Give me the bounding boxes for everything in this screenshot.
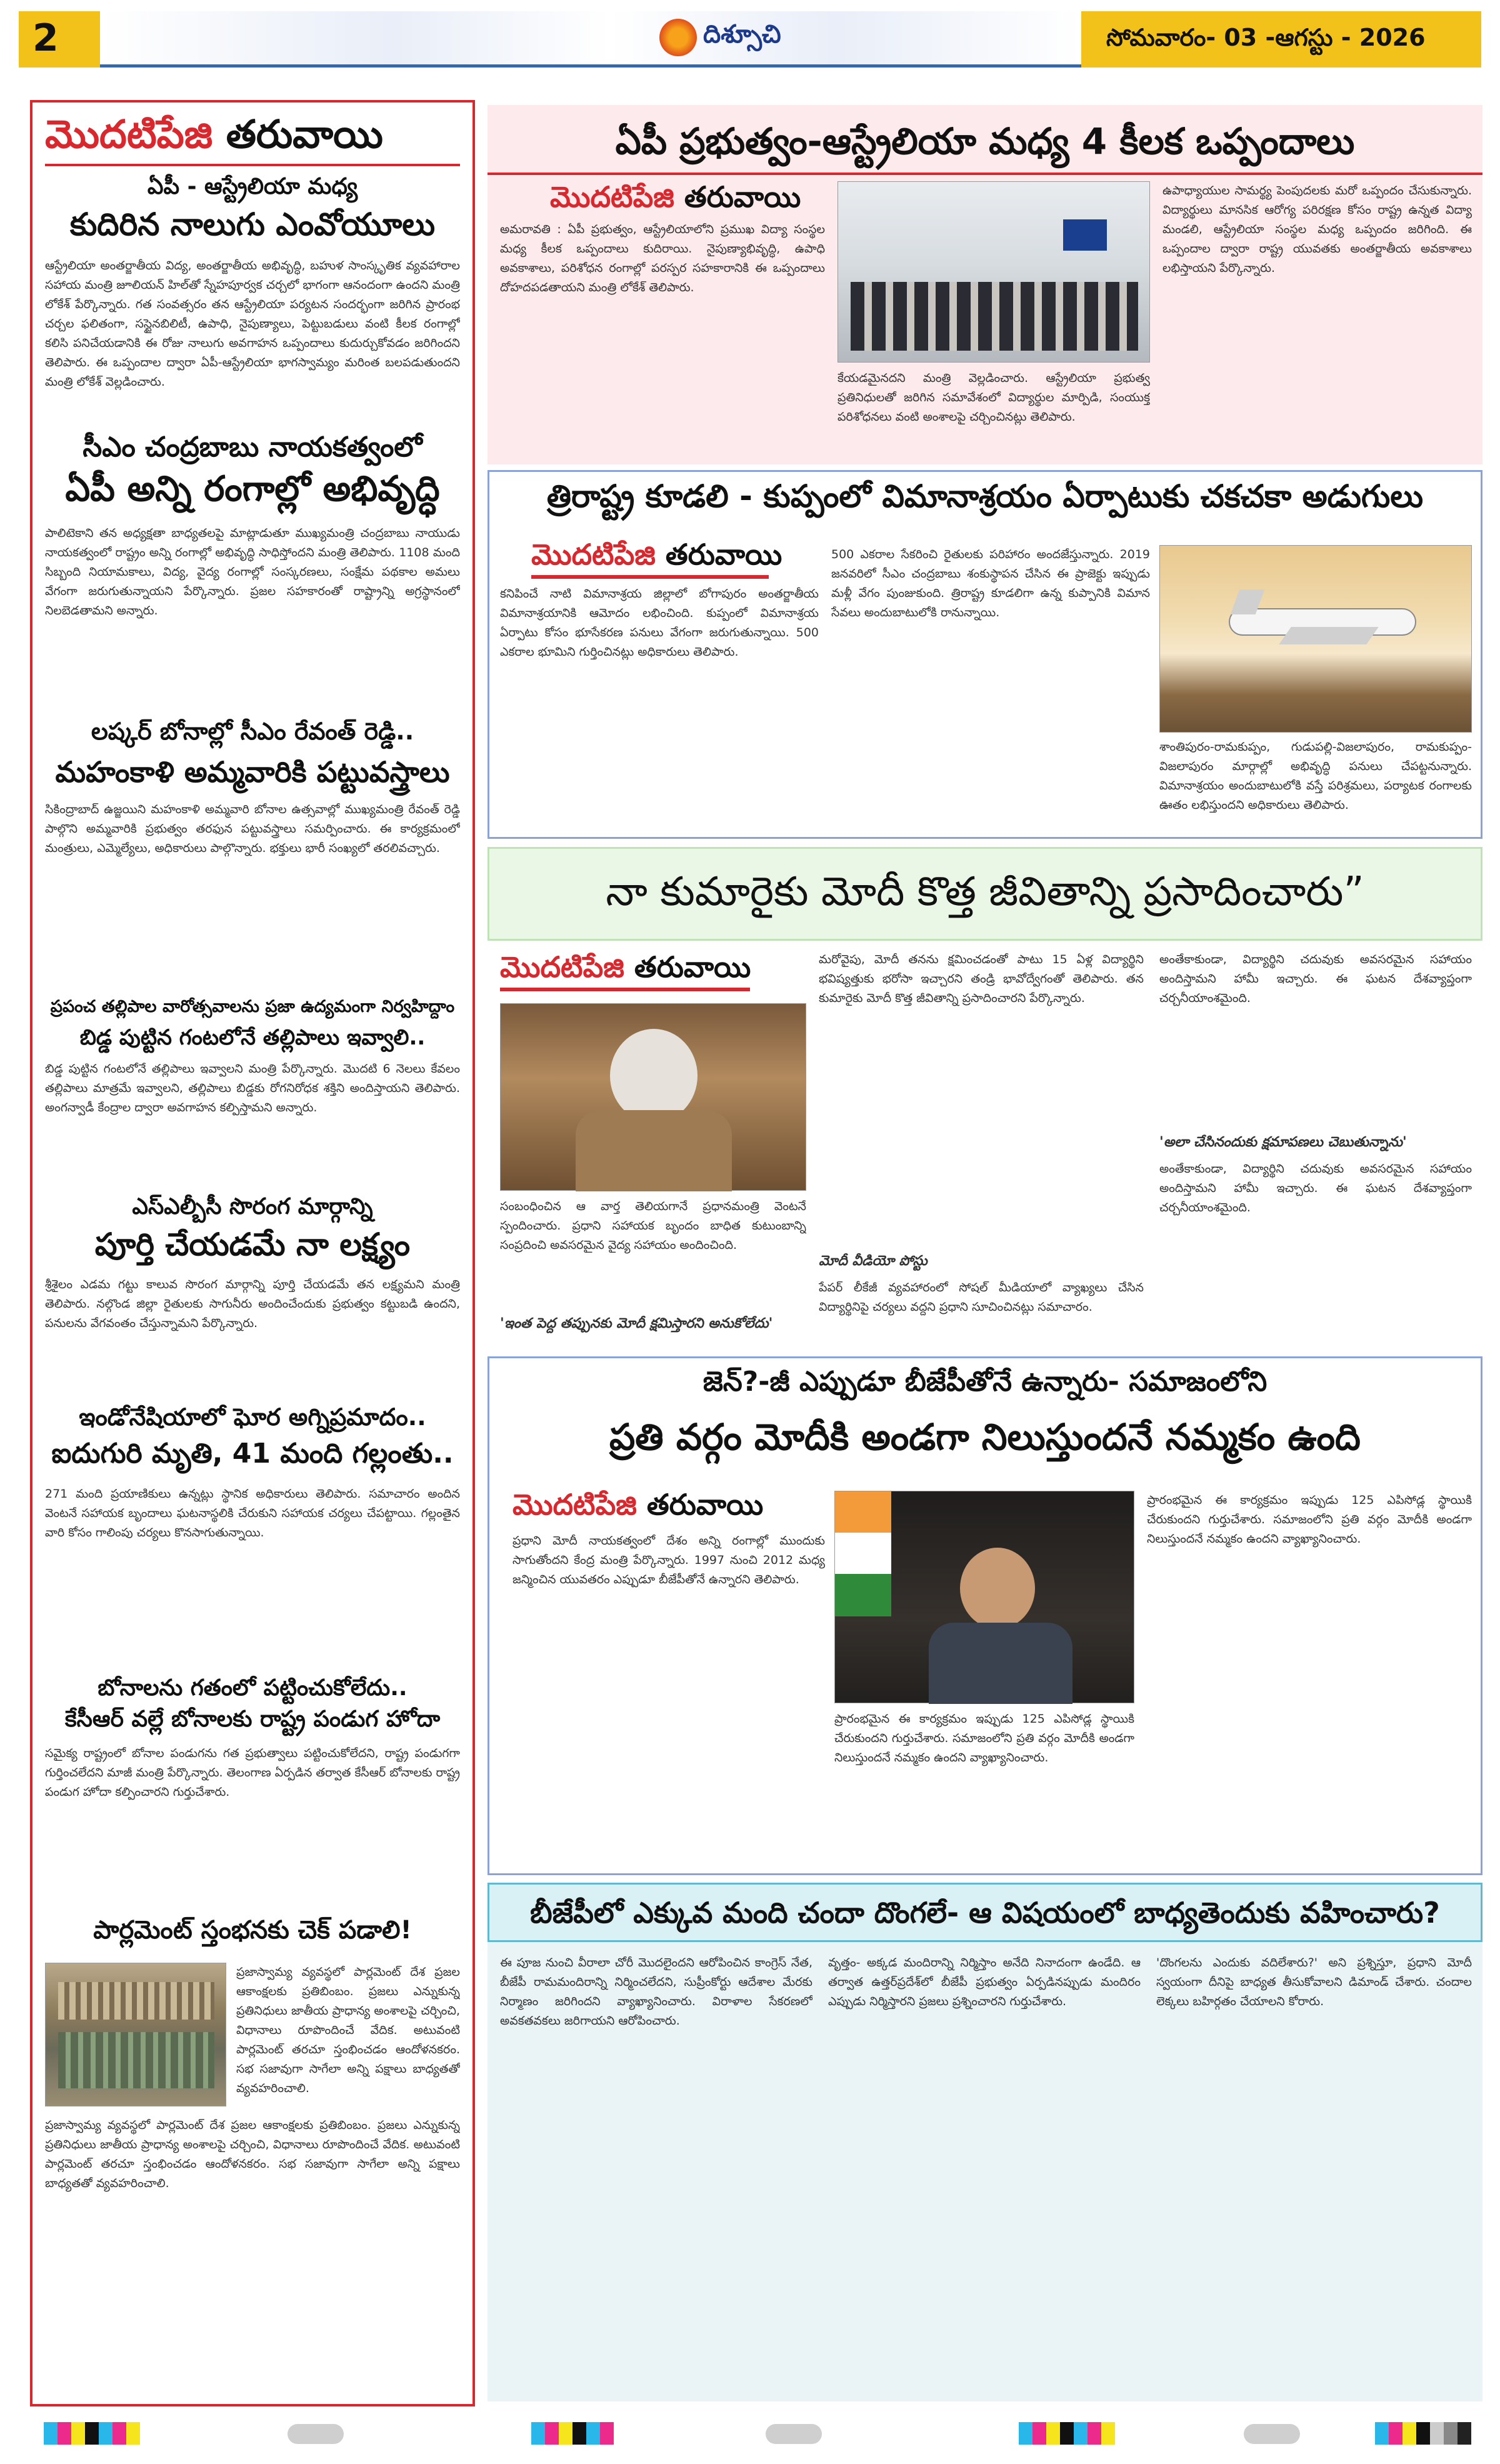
header-band — [100, 11, 1081, 68]
story-headline-banner: నా కుమారైకు మోదీ కొత్త జీవితాన్ని ప్రసాదించారు” — [488, 847, 1482, 941]
story-body: కనిపించే నాటి విమానాశ్రయ జిల్లాలో బోగాపురం అంతర్జాతీయ విమానాశ్రయానికి ఆమోదం లభించింది. కుప్పంలో విమానాశ్రయ ఏర్పాటు కోసం భూసేకరణ పనులు వేగంగా జరుగుతున్నాయి. 500 ఎకరాల భూమిని గుర్తించినట్లు అధికారులు తెలిపారు. — [500, 587, 819, 659]
tag-black: తరువాయి — [634, 950, 751, 984]
portrait-body — [929, 1623, 1072, 1704]
story-body: అమరావతి : ఏపీ ప్రభుత్వం, ఆస్ట్రేలియాలోని ప్రముఖ విద్యా సంస్థల మధ్య కీలక ఒప్పందాలు కుదిరాయి. నైపుణ్యాభివృద్ధి, ఉపాధి అవకాశాలు, పరిశోధన రంగాల్లో పరస్పర సహకారానికి ఈ ఒప్పందాలు దోహదపడతాయని మంత్రి లోకేశ్ తెలిపారు. — [500, 223, 825, 294]
airplane-wing — [1279, 627, 1379, 644]
divider — [488, 173, 1482, 175]
story-headline: త్రిరాష్ట్ర కూడలి - కుప్పంలో విమానాశ్రయం ఏర్పాటుకు చకచకా అడుగులు — [546, 478, 1424, 514]
masthead-logo[interactable] — [659, 16, 847, 60]
flag-icon — [1063, 219, 1107, 251]
story-kicker: లష్కర్ బోనాల్లో సీఎం రేవంత్ రెడ్డి.. — [91, 718, 414, 745]
story-body: అంతేకాకుండా, విద్యార్థిని చదువుకు అవసరమైన సహాయం అందిస్తామని హామీ ఇచ్చారు. ఈ ఘటన దేశవ్యాప్తంగా చర్చనీయాంశమైంది. — [1159, 953, 1472, 1005]
quote-line: 'అలా చేసినందుకు క్షమాపణలు చెబుతున్నాను' — [1159, 1134, 1407, 1150]
story-kicker: ఇండోనేషియాలో ఘోర అగ్నిప్రమాదం.. — [79, 1403, 426, 1431]
story-body: ప్రారంభమైన ఈ కార్యక్రమం ఇప్పుడు 125 ఎపిసోడ్ల స్థాయికి చేరుకుందని గుర్తుచేశారు. సమాజంలోని ప్రతి వర్గం మోదీకి అండగా నిలుస్తుందనే నమ్మకం ఉందని వ్యాఖ్యానించారు. — [1147, 1493, 1472, 1546]
parliament-benches — [58, 2032, 214, 2088]
story-headline: బిడ్డ పుట్టిన గంటలోనే తల్లిపాలు ఇవ్వాలి.. — [79, 1025, 426, 1050]
story-kicker: ఎస్ఎల్బీసీ సొరంగ మార్గాన్ని — [132, 1194, 373, 1219]
story-headline: బీజేపీలో ఎక్కువ మంది చందా దొంగలే- ఆ విషయంలో బాధ్యతెందుకు వహించారు? — [488, 1883, 1482, 1942]
continued-tag — [531, 538, 782, 579]
story-body: బిడ్డ పుట్టిన గంటలోనే తల్లిపాలు ఇవ్వాలని మంత్రి పేర్కొన్నారు. మొదటి 6 నెలలు కేవలం తల్లిపాలు మాత్రమే ఇవ్వాలని, తల్లిపాలు బిడ్డకు రోగనిరోధక శక్తిని అందిస్తాయని తెలిపారు. అంగన్వాడీ కేంద్రాల ద్వారా అవగాహన కల్పిస్తామని అన్నారు. — [45, 1062, 460, 1114]
story-body: 271 మంది ప్రయాణికులు ఉన్నట్లు స్థానిక అధికారులు తెలిపారు. సమాచారం అందిన వెంటనే సహాయక బృందాలు ఘటనాస్థలికి చేరుకుని సహాయక చర్యలు చేపట్టాయి. గల్లంతైన వారి కోసం గాలింపు చర్యలు కొనసాగుతున్నాయి. — [45, 1487, 460, 1540]
tag-red: మొదటిపేజి — [512, 1488, 637, 1521]
color-registration-bar — [1375, 2422, 1471, 2445]
story-body: 500 ఎకరాల సేకరించి రైతులకు పరిహారం అందజేస్తున్నారు. 2019 జనవరిలో సీఎం చంద్రబాబు శంకుస్థాపన చేసిన ఈ ప్రాజెక్టు ఇప్పుడు మళ్లీ వేగం పుంజుకుంది. త్రిరాష్ట్ర కూడలిగా ఉన్న కుప్పానికి విమాన సేవలు అందుబాటులోకి రానున్నాయి. — [831, 548, 1150, 619]
continued-tag — [550, 180, 801, 221]
story-body: పాలిటెకాని తన అధ్యక్షతా బాధ్యతలపై మాట్లాడుతూ ముఖ్యమంత్రి చంద్రబాబు నాయుడు నాయకత్వంలో రాష్ట్రం అన్ని రంగాల్లో అభివృద్ధి సాధిస్తోందని మంత్రి తెలిపారు. 1108 మంది సిబ్బంది నియామకాలు, విద్య, వైద్య రంగాల్లో సంస్కరణలు, సంక్షేమ పథకాల అమలు వేగంగా జరుగుతున్నాయని పేర్కొన్నారు. ప్రజల సహకారంతో రాష్ట్రాన్ని అగ్రస్థానంలో నిలబెడతామని అన్నారు. — [45, 526, 460, 618]
story-headline: ఐదుగురి మృతి, 41 మంది గల్లంతు.. — [51, 1438, 454, 1470]
registration-mark — [1244, 2424, 1300, 2444]
tag-underline — [500, 988, 750, 991]
mou-signing-photo — [838, 181, 1150, 363]
story-kicker: ఏపీ - ఆస్ట్రేలియా మధ్య — [147, 174, 358, 199]
story-kicker: సీఎం చంద్రబాబు నాయకత్వంలో — [82, 431, 422, 463]
tag-black: తరువాయి — [665, 538, 782, 571]
story-headline: పూర్తి చేయడమే నా లక్ష్యం — [94, 1226, 411, 1263]
story-body: 'దొంగలను ఎందుకు వదిలేశారు?' అని ప్రశ్నిస్తూ, ప్రధాని మోదీ స్వయంగా దీనిపై బాధ్యత తీసుకోవాలని డిమాండ్ చేశారు. చందాల లెక్కలు బహిర్గతం చేయాలని కోరారు. — [1156, 1956, 1472, 2008]
tag-black: తరువాయి — [646, 1488, 764, 1521]
story-kicker: జెన్?-జీ ఎప్పుడూ బీజేపీతోనే ఉన్నారు- సమాజంలోని — [702, 1366, 1268, 1398]
tag-red: మొదటిపేజి — [45, 111, 213, 157]
quote-line: మోదీ వీడియో పోస్టు — [819, 1253, 928, 1269]
story-body: అంతేకాకుండా, విద్యార్థిని చదువుకు అవసరమైన సహాయం అందిస్తామని హామీ ఇచ్చారు. ఈ ఘటన దేశవ్యాప్తంగా చర్చనీయాంశమైంది. — [1159, 1162, 1472, 1214]
story-body: వృత్తం- అక్కడ మందిరాన్ని నిర్మిస్తాం అనేది నినాదంగా ఉండేది. ఆ తర్వాత ఉత్తర్‌ప్రదేశ్‌లో బీజేపీ ప్రభుత్వం ఏర్పడినప్పుడు మందిరం ఎప్పుడు నిర్మిస్తారని ప్రజలు ప్రశ్నించారని గుర్తుచేశారు. — [828, 1956, 1141, 2008]
page-number: 2 — [19, 11, 100, 68]
story-headline: మహంకాళి అమ్మవారికి పట్టువస్త్రాలు — [55, 755, 450, 789]
divider — [45, 164, 460, 166]
registration-mark — [766, 2424, 822, 2444]
logo-text: దిశ్సూచి — [703, 20, 781, 49]
tag-red: మొదటిపేజి — [550, 180, 674, 214]
story-body: ప్రజాస్వామ్య వ్యవస్థలో పార్లమెంట్ దేశ ప్రజల ఆకాంక్షలకు ప్రతిబింబం. ప్రజలు ఎన్నుకున్న ప్రతినిధులు జాతీయ ప్రాధాన్య అంశాలపై చర్చించి, విధానాలు రూపొందించే వేదిక. అటువంటి పార్లమెంట్ తరచూ స్తంభించడం ఆందోళనకరం. సభ సజావుగా సాగేలా అన్ని పక్షాలు బాధ్యతతో వ్యవహరించాలి. — [45, 2118, 460, 2190]
color-registration-bar — [44, 2422, 140, 2445]
sun-logo-icon — [659, 19, 697, 56]
modi-photo — [500, 1003, 806, 1191]
india-flag-icon — [835, 1491, 891, 1616]
tag-underline — [531, 575, 769, 579]
story-body: పేపర్ లీకేజీ వ్యవహారంలో సోషల్ మీడియాలో వ్యాఖ్యలు చేసిన విద్యార్థినిపై చర్యలు వద్దని ప్రధాని సూచించినట్లు సమాచారం. — [819, 1281, 1144, 1314]
story-body: ప్రధాని మోదీ నాయకత్వంలో దేశం అన్ని రంగాల్లో ముందుకు సాగుతోందని కేంద్ర మంత్రి పేర్కొన్నారు. 1997 నుంచి 2012 మధ్య జన్మించిన యువతరం ఎప్పుడూ బీజేపీతోనే ఉన్నారని తెలిపారు. — [512, 1534, 825, 1586]
story-headline: పార్లమెంట్ స్తంభనకు చెక్ పడాలి! — [93, 1916, 412, 1945]
story-kicker: బోనాలను గతంలో పట్టించుకోలేదు.. — [98, 1675, 408, 1701]
story-body: సమైక్య రాష్ట్రంలో బోనాల పండుగను గత ప్రభుత్వాలు పట్టించుకోలేదని, రాష్ట్ర పండుగగా గుర్తించలేదని మాజీ మంత్రి పేర్కొన్నారు. తెలంగాణ ఏర్పడిన తర్వాత కేసీఆర్ బోనాలకు రాష్ట్ర పండుగ హోదా కల్పించారని గుర్తుచేశారు. — [45, 1746, 460, 1799]
story-body: కేయడమైనదని మంత్రి వెల్లడించారు. ఆస్ట్రేలియా ప్రభుత్వ ప్రతినిధులతో జరిగిన సమావేశంలో విద్యార్థుల మార్పిడి, సంయుక్త పరిశోధనలు వంటి అంశాలపై చర్చించినట్లు తెలిపారు. — [838, 371, 1150, 424]
parliament-seats — [58, 1982, 214, 2020]
quote-line: 'ఇంత పెద్ద తప్పునకు మోదీ క్షమిస్తారని అనుకోలేదు' — [500, 1316, 773, 1331]
story-body: శ్రీశైలం ఎడమ గట్టు కాలువ సొరంగ మార్గాన్ని పూర్తి చేయడమే తన లక్ష్యమని మంత్రి తెలిపారు. నల్గొండ జిల్లా రైతులకు సాగునీరు అందించేందుకు ప్రభుత్వం కట్టుబడి ఉందని, పనులను వేగవంతం చేస్తున్నామని పేర్కొన్నారు. — [45, 1278, 460, 1330]
tag-red: మొదటిపేజి — [531, 538, 656, 571]
story-headline: ప్రతి వర్గం మోదీకి అండగా నిలుస్తుందనే నమ్మకం ఉంది — [609, 1416, 1361, 1458]
story-body: ఉపాధ్యాయుల సామర్థ్య పెంపుదలకు మరో ఒప్పందం చేసుకున్నారు. విద్యార్థులు మానసిక ఆరోగ్య పరిరక్షణ కోసం రాష్ట్ర ఉన్నత విద్యా మండలి, ఆస్ట్రేలియా సంస్థల మధ్య ఒప్పందం జరిగింది. ఈ ఒప్పందాల ద్వారా రాష్ట్ర యువతకు అంతర్జాతీయ అవకాశాలు లభిస్తాయని పేర్కొన్నారు. — [1162, 184, 1472, 275]
registration-mark — [288, 2424, 344, 2444]
minister-photo — [834, 1491, 1134, 1703]
portrait-head — [610, 1029, 698, 1123]
story-body: ఆస్ట్రేలియా అంతర్జాతీయ విద్య, అంతర్జాతీయ అభివృద్ధి, బహుళ సాంస్కృతిక వ్యవహారాల సహాయ మంత్రి జూలియన్ హిల్‌తో స్నేహపూర్వక చర్చలో భాగంగా ఆనందంగా ఉందని మంత్రి లోకేశ్ పేర్కొన్నారు. గత సంవత్సరం తన ఆస్ట్రేలియా పర్యటన సందర్భంగా జరిగిన ప్రారంభ చర్చల ఫలితంగా, సస్టైనబిలిటీ, ఉపాధి, నైపుణ్యాలు, పెట్టుబడులు వంటి కీలక రంగాల్లో కలిసి పనిచేయడానికి ఈ రోజు నాలుగు అవగాహన ఒప్పందాలు కుదుర్చుకోవడం జరిగిందని తెలిపారు. ఈ ఒప్పందాల ద్వారా ఏపీ-ఆస్ట్రేలియా భాగస్వామ్యం మరింత బలపడుతుందని మంత్రి లోకేశ్ వెల్లడించారు. — [45, 259, 460, 389]
story-body: సికింద్రాబాద్ ఉజ్జయిని మహంకాళి అమ్మవారి బోనాల ఉత్సవాల్లో ముఖ్యమంత్రి రేవంత్ రెడ్డి పాల్గొని అమ్మవారికి ప్రభుత్వం తరఫున పట్టువస్త్రాలు సమర్పించారు. ఈ కార్యక్రమంలో మంత్రులు, ఎమ్మెల్యేలు, అధికారులు పాల్గొన్నారు. భక్తులు భారీ సంఖ్యలో తరలివచ్చారు. — [45, 803, 460, 855]
story-body: మరోవైపు, మోదీ తనను క్షమించడంతో పాటు 15 ఏళ్ల విద్యార్థిని భవిష్యత్తుకు భరోసా ఇచ్చారని తండ్రి భావోద్వేగంతో తెలిపారు. తన కుమారైకు మోదీ కొత్త జీవితాన్ని ప్రసాదించారని పేర్కొన్నారు. — [819, 953, 1144, 1005]
story-body-wrap: ప్రజాస్వామ్య వ్యవస్థలో పార్లమెంట్ దేశ ప్రజల ఆకాంక్షలకు ప్రతిబింబం. ప్రజలు ఎన్నుకున్న ప్రతినిధులు జాతీయ ప్రాధాన్య అంశాలపై చర్చించి, విధానాలు రూపొందించే వేదిక. అటువంటి పార్లమెంట్ తరచూ స్తంభించడం ఆందోళనకరం. సభ సజావుగా సాగేలా అన్ని పక్షాలు బాధ్యతతో వ్యవహరించాలి. — [236, 1965, 460, 2095]
color-registration-bar — [1019, 2422, 1115, 2445]
tag-black: తరువాయి — [226, 111, 383, 157]
airplane-photo — [1159, 545, 1472, 733]
story-headline: కుదిరిన నాలుగు ఎంవోయూలు — [69, 206, 436, 243]
portrait-body — [576, 1110, 732, 1191]
story-body: సంబంధించిన ఆ వార్త తెలియగానే ప్రధానమంత్రి వెంటనే స్పందించారు. ప్రధాని సహాయక బృందం బాధిత కుటుంబాన్ని సంప్రదించి అవసరమైన వైద్య సహాయం అందించింది. — [500, 1199, 806, 1252]
story-kicker: ప్రపంచ తల్లిపాల వారోత్సవాలను ప్రజా ఉద్యమంగా నిర్వహిద్దాం — [50, 997, 455, 1016]
continued-tag — [512, 1488, 763, 1529]
story-body: ప్రారంభమైన ఈ కార్యక్రమం ఇప్పుడు 125 ఎపిసోడ్ల స్థాయికి చేరుకుందని గుర్తుచేశారు. సమాజంలోని ప్రతి వర్గం మోదీకి అండగా నిలుస్తుందనే నమ్మకం ఉందని వ్యాఖ్యానించారు. — [834, 1712, 1134, 1765]
color-registration-bar — [531, 2422, 614, 2445]
issue-date: సోమవారం- 03 -ఆగస్టు - 2026 — [1081, 11, 1481, 68]
tag-red: మొదటిపేజి — [500, 950, 624, 984]
story-headline: ఏపీ అన్ని రంగాల్లో అభివృద్ధి — [65, 469, 440, 509]
parliament-photo — [45, 1963, 226, 2106]
story-body: ఈ పూజ నుంచి వీరాలా చోరీ మొదలైందని ఆరోపించిన కాంగ్రెస్ నేత, బీజేపీ రామమందిరాన్ని నిర్మించలేదని, సుప్రీంకోర్టు ఆదేశాల మేరకు నిర్మాణం జరిగిందని వ్యాఖ్యానించారు. విరాళాల సేకరణలో అవకతవకలు జరిగాయని ఆరోపించారు. — [500, 1956, 812, 2028]
people-group — [851, 282, 1138, 351]
continued-tag — [500, 950, 751, 991]
continued-tag — [45, 111, 383, 166]
lead-headline: ఏపీ ప్రభుత్వం-ఆస్ట్రేలియా మధ్య 4 కీలక ఒప్పందాలు — [488, 105, 1482, 173]
story-body: శాంతిపురం-రామకుప్పం, గుడుపల్లి-విజలాపురం, రామకుప్పం-విజలాపురం మార్గాల్లో అభివృద్ధి పనులు చేపట్టనున్నారు. విమానాశ్రయం అందుబాటులోకి వస్తే పరిశ్రమలు, పర్యాటక రంగాలకు ఊతం లభిస్తుందని అధికారులు తెలిపారు. — [1159, 740, 1472, 812]
story-headline: కేసీఆర్ వల్లే బోనాలకు రాష్ట్ర పండుగ హోదా — [64, 1706, 441, 1732]
tag-black: తరువాయి — [684, 180, 801, 214]
portrait-head — [960, 1548, 1035, 1629]
